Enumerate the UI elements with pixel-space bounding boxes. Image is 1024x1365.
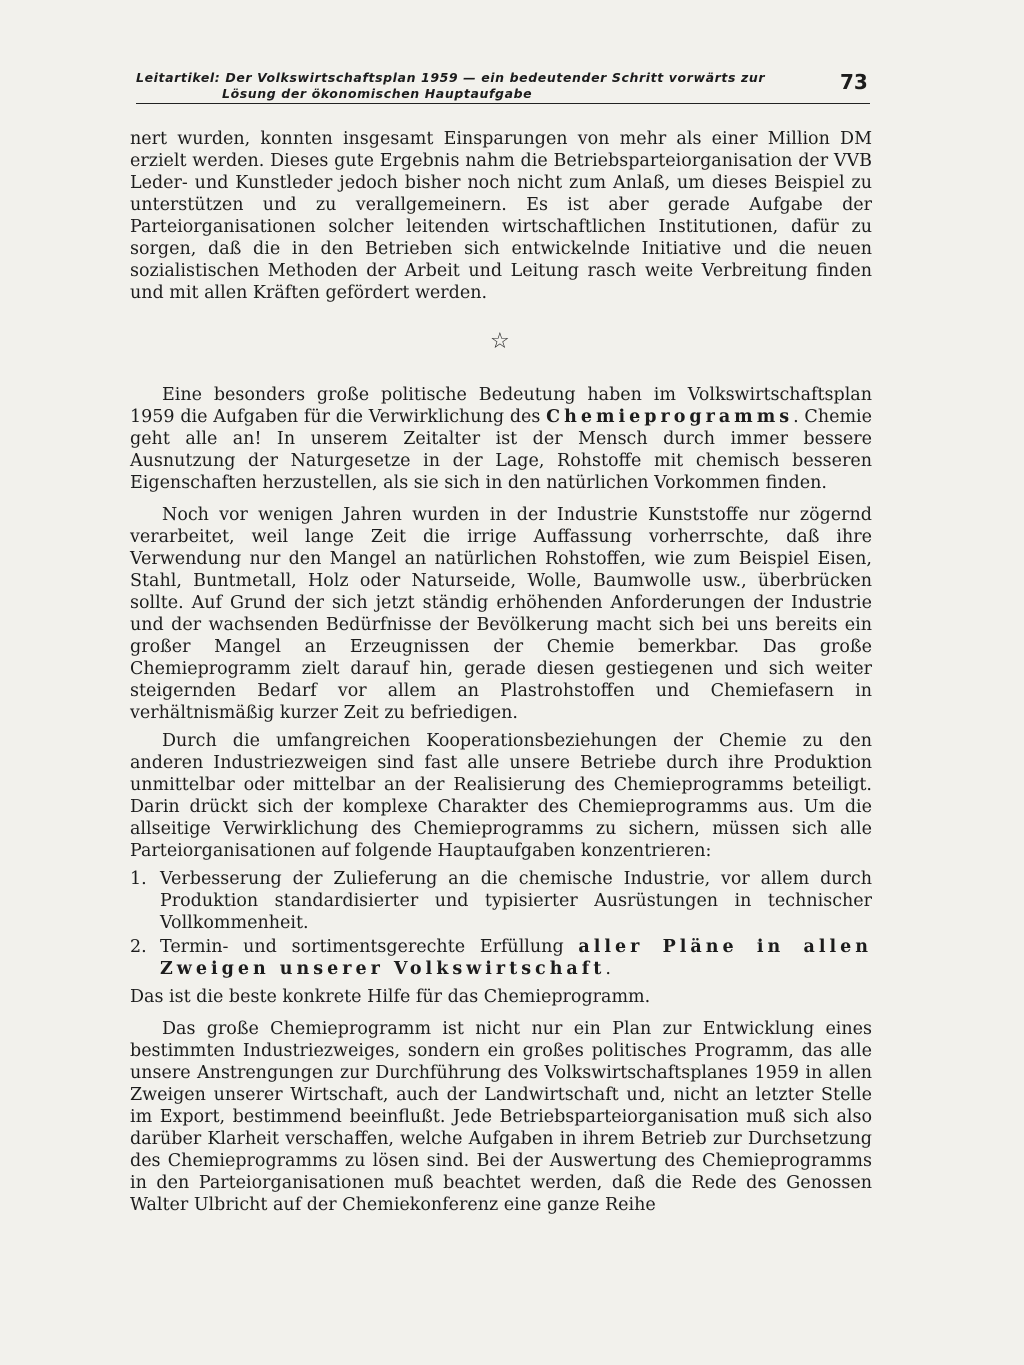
list-number-1: 1.: [130, 869, 147, 889]
list-number-2: 2.: [130, 937, 147, 957]
paragraph-5: Das ist die beste konkrete Hilfe für das Chemieprogramm.: [130, 987, 651, 1007]
list-text-2-b: .: [605, 959, 611, 979]
list-text-2: [160, 936, 872, 980]
running-header-line-2: Lösung der ökonomischen Hauptaufgabe: [222, 86, 533, 101]
list-text-2-a: Termin- und sortimentsgerechte Erfüllung: [160, 937, 579, 957]
paragraph-3: Noch vor wenigen Jahren wurden in der Industrie Kunststoffe nur zögernd verarbeitet, weil lange Zeit die irrige Auffassung vorherrschte, daß ihre Verwendung nur den Mangel an natürlichen Rohstoffen, wie zum Beispiel Eisen, Stahl, Buntmetall, Holz oder Naturseide, Wolle, Baumwolle usw., überbrücken sollte. Auf Grund der sich jetzt ständig erhöhenden Anforderungen der Industrie und der wachsenden Bedürfnisse der Bevölkerung macht sich bei uns bereits ein großer Mangel an Erzeugnissen der Chemie bemerkbar. Das große Chemieprogramm zielt darauf hin, gerade diesen gestiegenen und sich weiter steigernden Bedarf vor allem an Plastrohstoffen und Chemiefasern in verhältnismäßig kurzer Zeit zu befriedigen.: [130, 505, 872, 723]
paragraph-2-text-a: Eine besonders große politische Bedeutung haben im Volkswirtschaftsplan 1959 die Aufgaben für die Verwirklichung des: [130, 385, 872, 427]
emphasis-chemieprogramm: Chemieprogramms: [546, 407, 794, 427]
emphasis-alle-plaene: aller Pläne in allen Zweigen unserer Volkswirtschaft: [160, 937, 872, 979]
paragraph-2: [130, 384, 872, 494]
list-item-1: [130, 868, 872, 934]
paragraph-4: Durch die umfangreichen Kooperationsbeziehungen der Chemie zu den anderen Industriezweigen sind fast alle unsere Betriebe durch ihre Produktion unmittelbar oder mittelbar an der Realisierung des Chemieprogramms beteiligt. Darin drückt sich der komplexe Charakter des Chemieprogramms aus. Um die allseitige Verwirklichung des Chemieprogramms zu sichern, müssen sich alle Parteiorganisationen auf folgende Hauptaufgaben konzentrieren:: [130, 731, 872, 861]
header-rule: [136, 103, 870, 104]
paragraph-2-text-b: . Chemie geht alle an! In unserem Zeitalter ist der Mensch durch immer bessere Ausnutzung der Naturgesetze in der Lage, Rohstoffe mit chemisch besseren Eigenschaften herzustellen, als sie sich in den natürlichen Vorkommen finden.: [130, 407, 872, 493]
paragraph-6: Das große Chemieprogramm ist nicht nur ein Plan zur Entwicklung eines bestimmten Industriezweiges, sondern ein großes politisches Programm, das alle unsere Anstrengungen zur Durchführung des Volkswirtschaftsplanes 1959 in allen Zweigen unserer Wirtschaft, auch der Landwirtschaft und, nicht an letzter Stelle im Export, bestimmend beeinflußt. Jede Betriebsparteiorganisation muß sich also darüber Klarheit verschaffen, welche Aufgaben in ihrem Betrieb zur Durchsetzung des Chemieprogramms zu lösen sind. Bei der Auswertung des Chemieprogramms in den Parteiorganisationen muß beachtet werden, daß die Rede des Genossen Walter Ulbricht auf der Chemiekonferenz eine ganze Reihe: [130, 1019, 872, 1215]
running-header: [136, 70, 876, 102]
running-header-line-1: Leitartikel: Der Volkswirtschaftsplan 1959 — ein bedeutender Schritt vorwärts zur: [136, 70, 766, 85]
page-number: 73: [840, 70, 868, 94]
star-separator-icon: ☆: [490, 329, 510, 354]
list-item-2: [130, 936, 872, 980]
list-text-1: Verbesserung der Zulieferung an die chemische Industrie, vor allem durch Produktion standardisierter und typisierter Ausrüstungen in technischer Vollkommenheit.: [160, 869, 872, 933]
paragraph-1: nert wurden, konnten insgesamt Einsparungen von mehr als einer Million DM erzielt werden. Dieses gute Ergebnis nahm die Betriebsparteiorganisation der VVB Leder- und Kunstleder jedoch bisher noch nicht zum Anlaß, um dieses Beispiel zu unterstützen und zu verallgemeinern. Es ist aber gerade Aufgabe der Parteiorganisationen solcher leitenden wirtschaftlichen Institutionen, dafür zu sorgen, daß die in den Betrieben sich entwickelnde Initiative und die neuen sozialistischen Methoden der Arbeit und Leitung rasch weite Verbreitung finden und mit allen Kräften gefördert werden.: [130, 129, 872, 303]
